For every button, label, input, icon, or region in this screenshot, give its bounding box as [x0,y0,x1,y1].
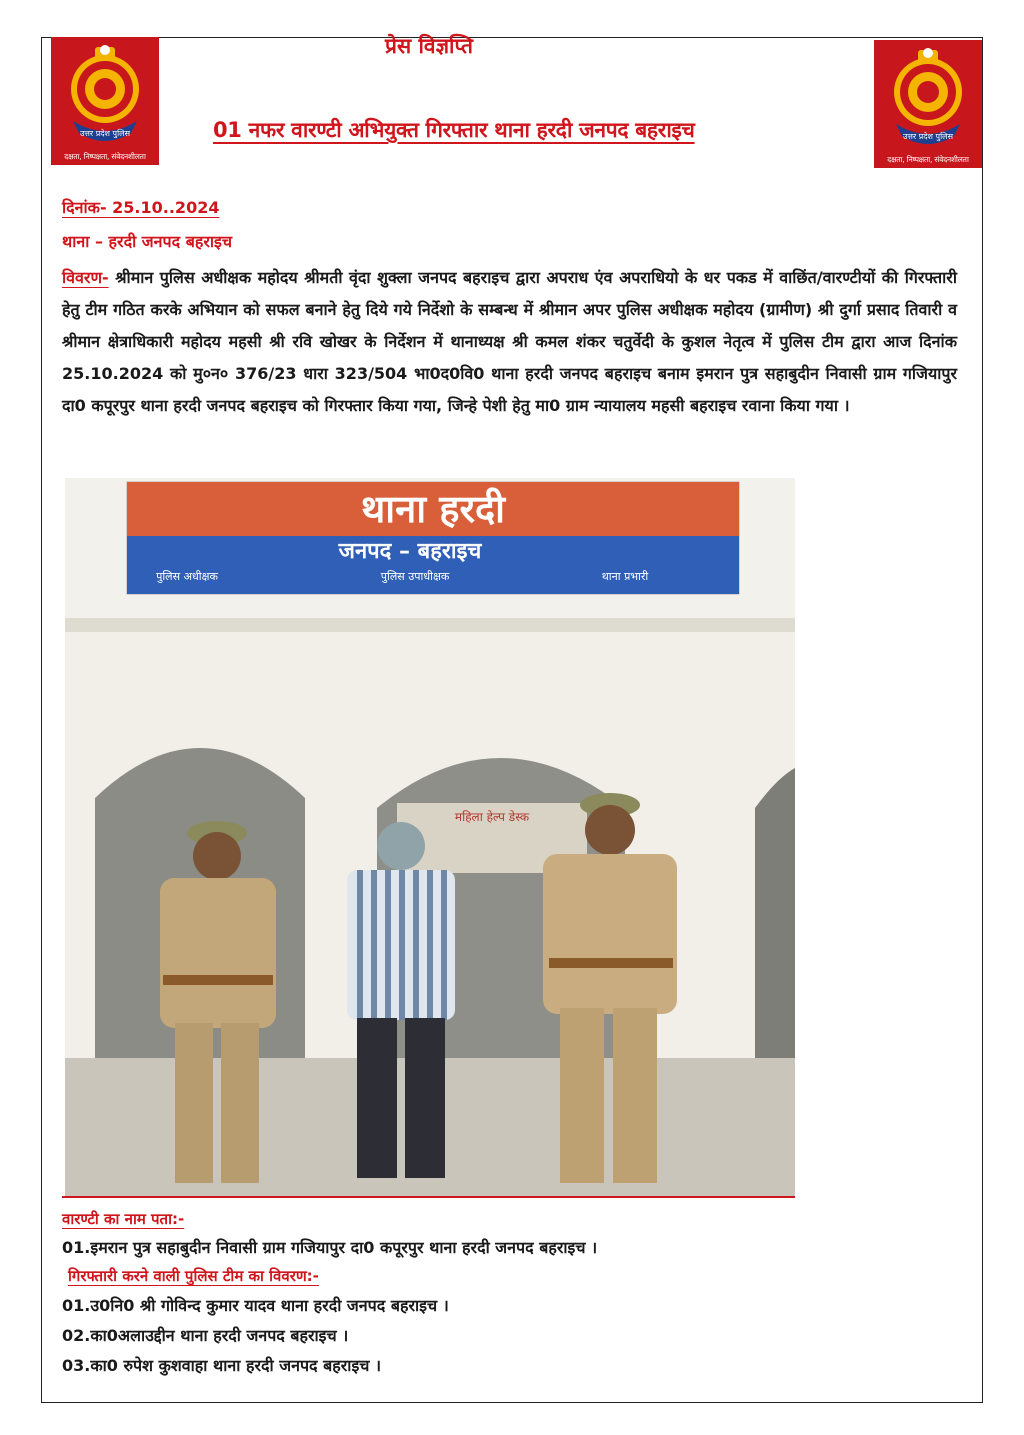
date-label: दिनांक- [62,198,107,217]
details-paragraph [62,262,957,422]
section-divider [62,1196,795,1198]
board-label: पुलिस उपाधीक्षक [380,570,450,583]
desk-sign: महिला हेल्प डेस्क [454,810,530,824]
details-label: विवरण- [62,268,109,287]
warrant-heading: वारण्टी का नाम पता:- [62,1210,185,1228]
arrest-photo [65,478,795,1198]
logo-text: उत्तर प्रदेश पुलिस [80,129,130,138]
press-release-title: प्रेस विज्ञप्ति [385,34,473,58]
details-text: श्रीमान पुलिस अधीक्षक महोदय श्रीमती वृंदा शुक्ला जनपद बहराइच द्वारा अपराध एंव अपराधियो के धर पकड में वाछिंत/वारण्टीयों की गिरफ्तारी हेतु टीम गठित करके अभियान को सफल बनाने हेतु दिये गये निर्देशो के सम्बन्ध में श्रीमान अपर पुलिस अधीक्षक महोदय (ग्रामीण) श्री दुर्गा प्रसाद तिवारी व श्रीमान क्षेत्राधिकारी महोदय महसी श्री रवि खोखर के निर्देशन में थानाध्यक्ष श्री कमल शंकर चतुर्वेदी के कुशल नेतृत्व में पुलिस टीम द्वारा आज दिनांक 25.10.2024 को मु०न० 376/23 धारा 323/504 भा0द0वि0 थाना हरदी जनपद बहराइच बनाम इमरान पुत्र सहाबुदीन निवासी ग्राम गजियापुर दा0 कपूरपुर थाना हरदी जनपद बहराइच को गिरफ्तार किया गया, जिन्हे पेशी हेतु मा0 ग्राम न्यायालय महसी बहराइच रवाना किया गया । [62,268,957,415]
team-item: 02.का0अलाउद्दीन थाना हरदी जनपद बहराइच । [62,1326,349,1345]
police-emblem-icon [51,37,159,165]
team-item: 01.उ0नि0 श्री गोविन्द कुमार यादव थाना हरदी जनपद बहराइच । [62,1296,449,1315]
team-item: 03.का0 रुपेश कुशवाहा थाना हरदी जनपद बहराइच । [62,1356,382,1375]
board-label: थाना प्रभारी [601,570,649,583]
logo-motto: दक्षता, निष्पक्षता, संवेदनशीलता [64,152,146,161]
board-label: पुलिस अधीक्षक [156,570,218,583]
board-subtitle: जनपद – बहराइच [338,539,482,564]
logo-text: उत्तर प्रदेश पुलिस [903,132,953,141]
date-value: 25.10..2024 [106,198,220,217]
police-emblem-icon [874,40,982,168]
up-police-logo-left [51,37,159,165]
date-line [62,196,219,218]
logo-motto: दक्षता, निष्पक्षता, संवेदनशीलता [887,155,969,164]
warrant-item: 01.इमरान पुत्र सहाबुदीन निवासी ग्राम गजियापुर दा0 कपूरपुर थाना हरदी जनपद बहराइच । [62,1238,598,1257]
headline: 01 नफर वारण्टी अभियुक्त गिरफ्तार थाना हरदी जनपद बहराइच [213,118,695,142]
board-title: थाना हरदी [360,487,506,531]
up-police-logo-right [874,40,982,168]
team-heading: गिरफ्तारी करने वाली पुलिस टीम का विवरण:- [68,1267,319,1285]
station-line: थाना – हरदी जनपद बहराइच [62,232,233,251]
